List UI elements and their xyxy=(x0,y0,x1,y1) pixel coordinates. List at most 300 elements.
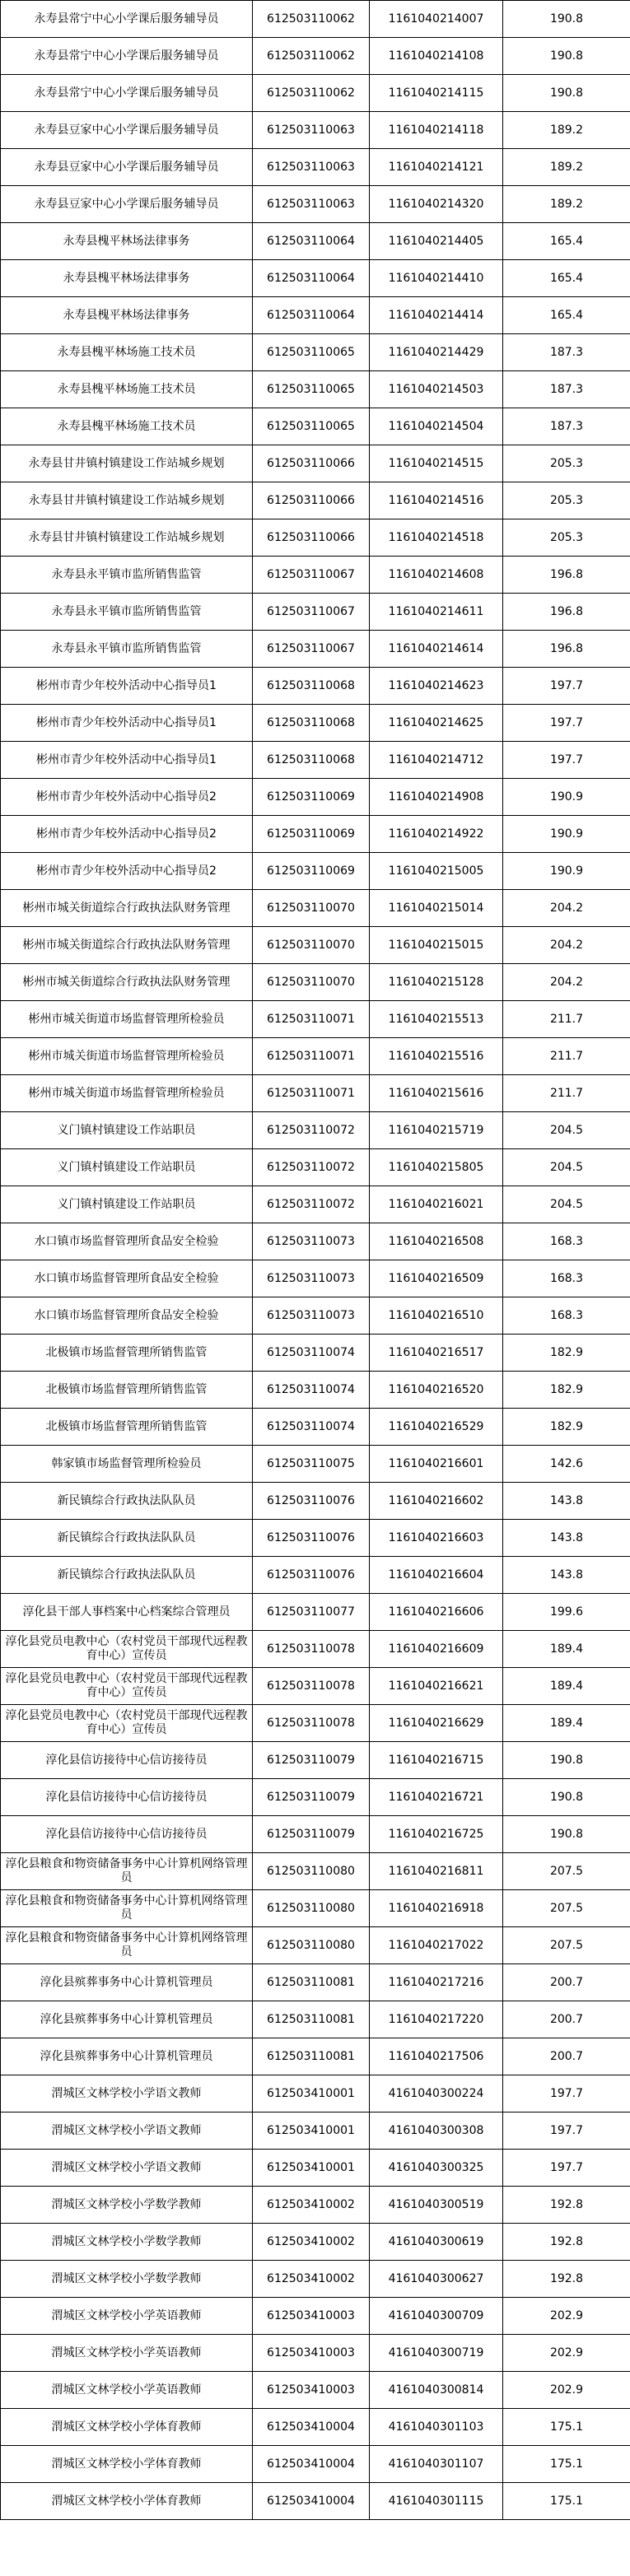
position-cell: 新民镇综合行政执法队队员 xyxy=(1,1483,253,1520)
score-cell: 197.7 xyxy=(503,2113,630,2150)
exam-number-cell: 1161040215015 xyxy=(370,927,503,964)
position-code-cell: 612503110066 xyxy=(253,445,370,482)
table-row xyxy=(1,1112,630,1149)
exam-number-cell: 4161040300814 xyxy=(370,2372,503,2409)
position-code-cell: 612503110065 xyxy=(253,408,370,445)
table-row xyxy=(1,1409,630,1446)
table-row xyxy=(1,2150,630,2187)
exam-number-cell: 1161040216601 xyxy=(370,1446,503,1483)
position-cell: 彬州市城关街道市场监督管理所检验员 xyxy=(1,1001,253,1038)
position-cell: 永寿县槐平林场施工技术员 xyxy=(1,371,253,408)
table-row xyxy=(1,2409,630,2446)
score-cell: 190.8 xyxy=(503,1779,630,1816)
table-row xyxy=(1,1223,630,1260)
position-code-cell: 612503110070 xyxy=(253,964,370,1001)
position-code-cell: 612503110071 xyxy=(253,1038,370,1075)
table-row xyxy=(1,2335,630,2372)
table-row xyxy=(1,1446,630,1483)
table-row xyxy=(1,2372,630,2409)
position-code-cell: 612503110078 xyxy=(253,1705,370,1742)
exam-number-cell: 1161040215128 xyxy=(370,964,503,1001)
table-row xyxy=(1,1594,630,1631)
position-cell: 淳化县粮食和物资储备事务中心计算机网络管理员 xyxy=(1,1927,253,1964)
score-cell: 187.3 xyxy=(503,334,630,371)
exam-number-cell: 1161040216520 xyxy=(370,1372,503,1409)
table-row xyxy=(1,1742,630,1779)
position-code-cell: 612503110065 xyxy=(253,371,370,408)
score-cell: 204.5 xyxy=(503,1112,630,1149)
exam-number-cell: 1161040214625 xyxy=(370,705,503,742)
position-cell: 渭城区文林学校小学语文教师 xyxy=(1,2075,253,2113)
exam-number-cell: 1161040214908 xyxy=(370,779,503,816)
score-cell: 182.9 xyxy=(503,1335,630,1372)
table-row xyxy=(1,557,630,594)
table-row xyxy=(1,1964,630,2001)
exam-number-cell: 1161040214320 xyxy=(370,186,503,223)
position-code-cell: 612503110063 xyxy=(253,112,370,149)
score-cell: 165.4 xyxy=(503,297,630,334)
position-cell: 义门镇村镇建设工作站职员 xyxy=(1,1149,253,1186)
table-row xyxy=(1,1260,630,1297)
table-row xyxy=(1,1520,630,1557)
position-cell: 淳化县党员电教中心（农村党员干部现代远程教育中心）宣传员 xyxy=(1,1705,253,1742)
exam-number-cell: 1161040216609 xyxy=(370,1631,503,1668)
position-cell: 渭城区文林学校小学数学教师 xyxy=(1,2261,253,2298)
table-row xyxy=(1,1372,630,1409)
score-cell: 189.2 xyxy=(503,186,630,223)
exam-number-cell: 1161040214410 xyxy=(370,260,503,297)
position-cell: 淳化县信访接待中心信访接待员 xyxy=(1,1816,253,1853)
position-code-cell: 612503110076 xyxy=(253,1483,370,1520)
score-cell: 204.2 xyxy=(503,964,630,1001)
position-code-cell: 612503110078 xyxy=(253,1631,370,1668)
position-code-cell: 612503110067 xyxy=(253,594,370,631)
exam-number-cell: 1161040217220 xyxy=(370,2001,503,2038)
position-cell: 新民镇综合行政执法队队员 xyxy=(1,1557,253,1594)
exam-number-cell: 1161040216604 xyxy=(370,1557,503,1594)
table-row xyxy=(1,1816,630,1853)
position-cell: 渭城区文林学校小学英语教师 xyxy=(1,2298,253,2335)
table-row xyxy=(1,890,630,927)
position-cell: 永寿县槐平林场法律事务 xyxy=(1,260,253,297)
table-row xyxy=(1,1038,630,1075)
position-cell: 彬州市城关街道市场监督管理所检验员 xyxy=(1,1075,253,1112)
table-row xyxy=(1,2113,630,2150)
exam-number-cell: 1161040215005 xyxy=(370,853,503,890)
position-cell: 永寿县常宁中心小学课后服务辅导员 xyxy=(1,1,253,38)
score-cell: 142.6 xyxy=(503,1446,630,1483)
position-cell: 淳化县党员电教中心（农村党员干部现代远程教育中心）宣传员 xyxy=(1,1668,253,1705)
table-row xyxy=(1,2038,630,2075)
exam-number-cell: 4161040300325 xyxy=(370,2150,503,2187)
exam-number-cell: 1161040214405 xyxy=(370,223,503,260)
exam-number-cell: 4161040300308 xyxy=(370,2113,503,2150)
position-code-cell: 612503110069 xyxy=(253,853,370,890)
position-cell: 北极镇市场监督管理所销售监管 xyxy=(1,1372,253,1409)
score-cell: 202.9 xyxy=(503,2298,630,2335)
position-code-cell: 612503110069 xyxy=(253,816,370,853)
position-code-cell: 612503110074 xyxy=(253,1372,370,1409)
position-code-cell: 612503110072 xyxy=(253,1149,370,1186)
table-row xyxy=(1,1705,630,1742)
position-code-cell: 612503110067 xyxy=(253,631,370,668)
score-cell: 200.7 xyxy=(503,1964,630,2001)
score-cell: 205.3 xyxy=(503,519,630,557)
table-row xyxy=(1,2075,630,2113)
exam-number-cell: 1161040214515 xyxy=(370,445,503,482)
table-row xyxy=(1,1297,630,1335)
position-cell: 淳化县信访接待中心信访接待员 xyxy=(1,1742,253,1779)
score-cell: 168.3 xyxy=(503,1260,630,1297)
exam-number-cell: 1161040216508 xyxy=(370,1223,503,1260)
exam-number-cell: 1161040217216 xyxy=(370,1964,503,2001)
position-cell: 水口镇市场监督管理所食品安全检验 xyxy=(1,1260,253,1297)
score-cell: 192.8 xyxy=(503,2261,630,2298)
position-cell: 渭城区文林学校小学数学教师 xyxy=(1,2224,253,2261)
position-code-cell: 612503110079 xyxy=(253,1742,370,1779)
position-code-cell: 612503110062 xyxy=(253,1,370,38)
exam-number-cell: 4161040300627 xyxy=(370,2261,503,2298)
score-cell: 197.7 xyxy=(503,705,630,742)
position-cell: 彬州市青少年校外活动中心指导员2 xyxy=(1,816,253,853)
score-cell: 143.8 xyxy=(503,1520,630,1557)
score-cell: 196.8 xyxy=(503,594,630,631)
score-cell: 189.2 xyxy=(503,149,630,186)
table-row xyxy=(1,1001,630,1038)
score-cell: 197.7 xyxy=(503,742,630,779)
table-row xyxy=(1,816,630,853)
position-cell: 淳化县粮食和物资储备事务中心计算机网络管理员 xyxy=(1,1853,253,1890)
score-cell: 211.7 xyxy=(503,1001,630,1038)
score-cell: 204.5 xyxy=(503,1186,630,1223)
score-cell: 143.8 xyxy=(503,1557,630,1594)
exam-number-cell: 4161040301107 xyxy=(370,2446,503,2483)
table-row xyxy=(1,1853,630,1890)
exam-number-cell: 1161040216529 xyxy=(370,1409,503,1446)
score-cell: 175.1 xyxy=(503,2483,630,2520)
position-cell: 彬州市城关街道市场监督管理所检验员 xyxy=(1,1038,253,1075)
position-cell: 渭城区文林学校小学数学教师 xyxy=(1,2187,253,2224)
exam-number-cell: 1161040215014 xyxy=(370,890,503,927)
table-row xyxy=(1,519,630,557)
score-cell: 168.3 xyxy=(503,1223,630,1260)
position-code-cell: 612503110068 xyxy=(253,742,370,779)
exam-number-cell: 1161040214504 xyxy=(370,408,503,445)
exam-number-cell: 1161040214414 xyxy=(370,297,503,334)
score-cell: 143.8 xyxy=(503,1483,630,1520)
score-cell: 190.8 xyxy=(503,75,630,112)
position-cell: 永寿县豆家中心小学课后服务辅导员 xyxy=(1,112,253,149)
exam-number-cell: 4161040301103 xyxy=(370,2409,503,2446)
position-code-cell: 612503410002 xyxy=(253,2261,370,2298)
position-code-cell: 612503110068 xyxy=(253,705,370,742)
score-cell: 197.7 xyxy=(503,2150,630,2187)
table-row xyxy=(1,223,630,260)
position-cell: 彬州市青少年校外活动中心指导员2 xyxy=(1,853,253,890)
exam-number-cell: 4161040301115 xyxy=(370,2483,503,2520)
exam-number-cell: 1161040214922 xyxy=(370,816,503,853)
score-cell: 189.4 xyxy=(503,1668,630,1705)
table-row xyxy=(1,1483,630,1520)
exam-number-cell: 1161040217506 xyxy=(370,2038,503,2075)
table-row xyxy=(1,853,630,890)
table-row xyxy=(1,2446,630,2483)
position-code-cell: 612503110063 xyxy=(253,186,370,223)
position-code-cell: 612503110068 xyxy=(253,668,370,705)
score-cell: 211.7 xyxy=(503,1075,630,1112)
exam-number-cell: 4161040300709 xyxy=(370,2298,503,2335)
position-code-cell: 612503410002 xyxy=(253,2187,370,2224)
exam-number-cell: 1161040215805 xyxy=(370,1149,503,1186)
position-cell: 永寿县槐平林场施工技术员 xyxy=(1,408,253,445)
score-cell: 165.4 xyxy=(503,260,630,297)
exam-number-cell: 1161040215616 xyxy=(370,1075,503,1112)
score-cell: 196.8 xyxy=(503,557,630,594)
position-code-cell: 612503110074 xyxy=(253,1409,370,1446)
position-code-cell: 612503110080 xyxy=(253,1853,370,1890)
table-row xyxy=(1,1631,630,1668)
table-row xyxy=(1,482,630,519)
score-cell: 199.6 xyxy=(503,1594,630,1631)
score-cell: 211.7 xyxy=(503,1038,630,1075)
position-cell: 永寿县槐平林场法律事务 xyxy=(1,297,253,334)
exam-number-cell: 1161040216721 xyxy=(370,1779,503,1816)
position-cell: 永寿县常宁中心小学课后服务辅导员 xyxy=(1,75,253,112)
position-cell: 义门镇村镇建设工作站职员 xyxy=(1,1186,253,1223)
position-code-cell: 612503410004 xyxy=(253,2409,370,2446)
position-code-cell: 612503110062 xyxy=(253,75,370,112)
position-cell: 彬州市青少年校外活动中心指导员2 xyxy=(1,779,253,816)
position-cell: 渭城区文林学校小学语文教师 xyxy=(1,2113,253,2150)
score-cell: 190.8 xyxy=(503,1742,630,1779)
position-cell: 新民镇综合行政执法队队员 xyxy=(1,1520,253,1557)
score-cell: 196.8 xyxy=(503,631,630,668)
table-row xyxy=(1,964,630,1001)
position-cell: 彬州市城关街道综合行政执法队财务管理 xyxy=(1,890,253,927)
position-code-cell: 612503110072 xyxy=(253,1112,370,1149)
table-row xyxy=(1,2298,630,2335)
position-cell: 永寿县永平镇市监所销售监管 xyxy=(1,594,253,631)
position-cell: 永寿县永平镇市监所销售监管 xyxy=(1,557,253,594)
position-code-cell: 612503410001 xyxy=(253,2113,370,2150)
position-code-cell: 612503110062 xyxy=(253,38,370,75)
position-code-cell: 612503110066 xyxy=(253,482,370,519)
position-code-cell: 612503110069 xyxy=(253,779,370,816)
score-cell: 190.8 xyxy=(503,1816,630,1853)
table-row xyxy=(1,742,630,779)
table-row xyxy=(1,1186,630,1223)
position-cell: 彬州市城关街道综合行政执法队财务管理 xyxy=(1,927,253,964)
score-cell: 165.4 xyxy=(503,223,630,260)
table-row xyxy=(1,371,630,408)
score-cell: 190.9 xyxy=(503,816,630,853)
score-cell: 189.4 xyxy=(503,1631,630,1668)
position-cell: 渭城区文林学校小学英语教师 xyxy=(1,2372,253,2409)
table-row xyxy=(1,1927,630,1964)
position-code-cell: 612503110080 xyxy=(253,1927,370,1964)
position-cell: 淳化县干部人事档案中心档案综合管理员 xyxy=(1,1594,253,1631)
exam-number-cell: 1161040214611 xyxy=(370,594,503,631)
score-cell: 192.8 xyxy=(503,2224,630,2261)
position-code-cell: 612503110075 xyxy=(253,1446,370,1483)
position-code-cell: 612503410001 xyxy=(253,2150,370,2187)
table-row xyxy=(1,1668,630,1705)
position-code-cell: 612503110070 xyxy=(253,927,370,964)
table-row xyxy=(1,408,630,445)
score-cell: 192.8 xyxy=(503,2187,630,2224)
position-cell: 彬州市城关街道综合行政执法队财务管理 xyxy=(1,964,253,1001)
table-row xyxy=(1,38,630,75)
table-row xyxy=(1,1335,630,1372)
position-cell: 永寿县常宁中心小学课后服务辅导员 xyxy=(1,38,253,75)
position-cell: 永寿县甘井镇村镇建设工作站城乡规划 xyxy=(1,445,253,482)
position-code-cell: 612503110063 xyxy=(253,149,370,186)
score-cell: 200.7 xyxy=(503,2038,630,2075)
position-code-cell: 612503110076 xyxy=(253,1520,370,1557)
position-code-cell: 612503110076 xyxy=(253,1557,370,1594)
exam-number-cell: 1161040215513 xyxy=(370,1001,503,1038)
score-cell: 175.1 xyxy=(503,2446,630,2483)
position-cell: 淳化县信访接待中心信访接待员 xyxy=(1,1779,253,1816)
score-cell: 197.7 xyxy=(503,2075,630,2113)
score-cell: 204.2 xyxy=(503,890,630,927)
table-row xyxy=(1,2187,630,2224)
exam-number-cell: 1161040216603 xyxy=(370,1520,503,1557)
position-code-cell: 612503110064 xyxy=(253,223,370,260)
position-code-cell: 612503110077 xyxy=(253,1594,370,1631)
table-row xyxy=(1,260,630,297)
score-cell: 190.8 xyxy=(503,1,630,38)
position-code-cell: 612503110073 xyxy=(253,1223,370,1260)
score-cell: 190.8 xyxy=(503,38,630,75)
score-cell: 187.3 xyxy=(503,371,630,408)
position-code-cell: 612503110074 xyxy=(253,1335,370,1372)
score-cell: 204.2 xyxy=(503,927,630,964)
table-row xyxy=(1,149,630,186)
exam-number-cell: 1161040214121 xyxy=(370,149,503,186)
table-row xyxy=(1,297,630,334)
position-code-cell: 612503110081 xyxy=(253,1964,370,2001)
exam-number-cell: 1161040216715 xyxy=(370,1742,503,1779)
position-cell: 永寿县豆家中心小学课后服务辅导员 xyxy=(1,186,253,223)
table-row xyxy=(1,1075,630,1112)
position-cell: 永寿县甘井镇村镇建设工作站城乡规划 xyxy=(1,519,253,557)
position-cell: 永寿县豆家中心小学课后服务辅导员 xyxy=(1,149,253,186)
position-code-cell: 612503410003 xyxy=(253,2298,370,2335)
position-code-cell: 612503110064 xyxy=(253,260,370,297)
position-cell: 水口镇市场监督管理所食品安全检验 xyxy=(1,1223,253,1260)
position-cell: 水口镇市场监督管理所食品安全检验 xyxy=(1,1297,253,1335)
table-row xyxy=(1,1557,630,1594)
position-cell: 渭城区文林学校小学英语教师 xyxy=(1,2335,253,2372)
position-code-cell: 612503110064 xyxy=(253,297,370,334)
score-cell: 207.5 xyxy=(503,1890,630,1927)
position-code-cell: 612503410003 xyxy=(253,2335,370,2372)
exam-number-cell: 1161040216602 xyxy=(370,1483,503,1520)
exam-number-cell: 1161040214623 xyxy=(370,668,503,705)
position-cell: 渭城区文林学校小学体育教师 xyxy=(1,2483,253,2520)
score-cell: 168.3 xyxy=(503,1297,630,1335)
position-code-cell: 612503110067 xyxy=(253,557,370,594)
table-row xyxy=(1,334,630,371)
table-row xyxy=(1,594,630,631)
score-cell: 207.5 xyxy=(503,1927,630,1964)
position-code-cell: 612503110081 xyxy=(253,2001,370,2038)
score-cell: 204.5 xyxy=(503,1149,630,1186)
exam-number-cell: 4161040300519 xyxy=(370,2187,503,2224)
table-row xyxy=(1,75,630,112)
table-row xyxy=(1,112,630,149)
position-cell: 北极镇市场监督管理所销售监管 xyxy=(1,1409,253,1446)
position-cell: 永寿县永平镇市监所销售监管 xyxy=(1,631,253,668)
position-cell: 淳化县殡葬事务中心计算机管理员 xyxy=(1,2001,253,2038)
position-code-cell: 612503110073 xyxy=(253,1260,370,1297)
exam-number-cell: 1161040217022 xyxy=(370,1927,503,1964)
exam-number-cell: 1161040215719 xyxy=(370,1112,503,1149)
position-cell: 彬州市青少年校外活动中心指导员1 xyxy=(1,742,253,779)
exam-number-cell: 4161040300224 xyxy=(370,2075,503,2113)
score-cell: 205.3 xyxy=(503,482,630,519)
table-row xyxy=(1,2483,630,2520)
position-cell: 彬州市青少年校外活动中心指导员1 xyxy=(1,668,253,705)
position-cell: 淳化县殡葬事务中心计算机管理员 xyxy=(1,2038,253,2075)
position-cell: 义门镇村镇建设工作站职员 xyxy=(1,1112,253,1149)
table-row xyxy=(1,2224,630,2261)
position-cell: 淳化县殡葬事务中心计算机管理员 xyxy=(1,1964,253,2001)
exam-number-cell: 1161040214503 xyxy=(370,371,503,408)
position-cell: 淳化县党员电教中心（农村党员干部现代远程教育中心）宣传员 xyxy=(1,1631,253,1668)
exam-number-cell: 1161040214614 xyxy=(370,631,503,668)
position-code-cell: 612503110078 xyxy=(253,1668,370,1705)
exam-number-cell: 1161040216510 xyxy=(370,1297,503,1335)
position-cell: 渭城区文林学校小学语文教师 xyxy=(1,2150,253,2187)
position-code-cell: 612503410004 xyxy=(253,2483,370,2520)
exam-number-cell: 1161040216811 xyxy=(370,1853,503,1890)
exam-number-cell: 1161040214608 xyxy=(370,557,503,594)
exam-number-cell: 1161040216509 xyxy=(370,1260,503,1297)
position-cell: 韩家镇市场监督管理所检验员 xyxy=(1,1446,253,1483)
exam-number-cell: 1161040216629 xyxy=(370,1705,503,1742)
score-cell: 197.7 xyxy=(503,668,630,705)
position-cell: 永寿县槐平林场施工技术员 xyxy=(1,334,253,371)
score-cell: 202.9 xyxy=(503,2372,630,2409)
table-row xyxy=(1,1890,630,1927)
position-cell: 渭城区文林学校小学体育教师 xyxy=(1,2409,253,2446)
position-code-cell: 612503110073 xyxy=(253,1297,370,1335)
exam-number-cell: 1161040216606 xyxy=(370,1594,503,1631)
table-row xyxy=(1,779,630,816)
position-code-cell: 612503410003 xyxy=(253,2372,370,2409)
position-code-cell: 612503110071 xyxy=(253,1001,370,1038)
position-cell: 北极镇市场监督管理所销售监管 xyxy=(1,1335,253,1372)
position-code-cell: 612503410002 xyxy=(253,2224,370,2261)
position-cell: 彬州市青少年校外活动中心指导员1 xyxy=(1,705,253,742)
score-cell: 190.9 xyxy=(503,853,630,890)
exam-number-cell: 1161040215516 xyxy=(370,1038,503,1075)
position-cell: 渭城区文林学校小学体育教师 xyxy=(1,2446,253,2483)
exam-number-cell: 1161040214712 xyxy=(370,742,503,779)
position-code-cell: 612503410001 xyxy=(253,2075,370,2113)
table-row xyxy=(1,631,630,668)
position-cell: 永寿县槐平林场法律事务 xyxy=(1,223,253,260)
table-row xyxy=(1,927,630,964)
position-cell: 永寿县甘井镇村镇建设工作站城乡规划 xyxy=(1,482,253,519)
position-code-cell: 612503110079 xyxy=(253,1816,370,1853)
exam-number-cell: 1161040216021 xyxy=(370,1186,503,1223)
position-code-cell: 612503110079 xyxy=(253,1779,370,1816)
score-cell: 175.1 xyxy=(503,2409,630,2446)
score-cell: 207.5 xyxy=(503,1853,630,1890)
